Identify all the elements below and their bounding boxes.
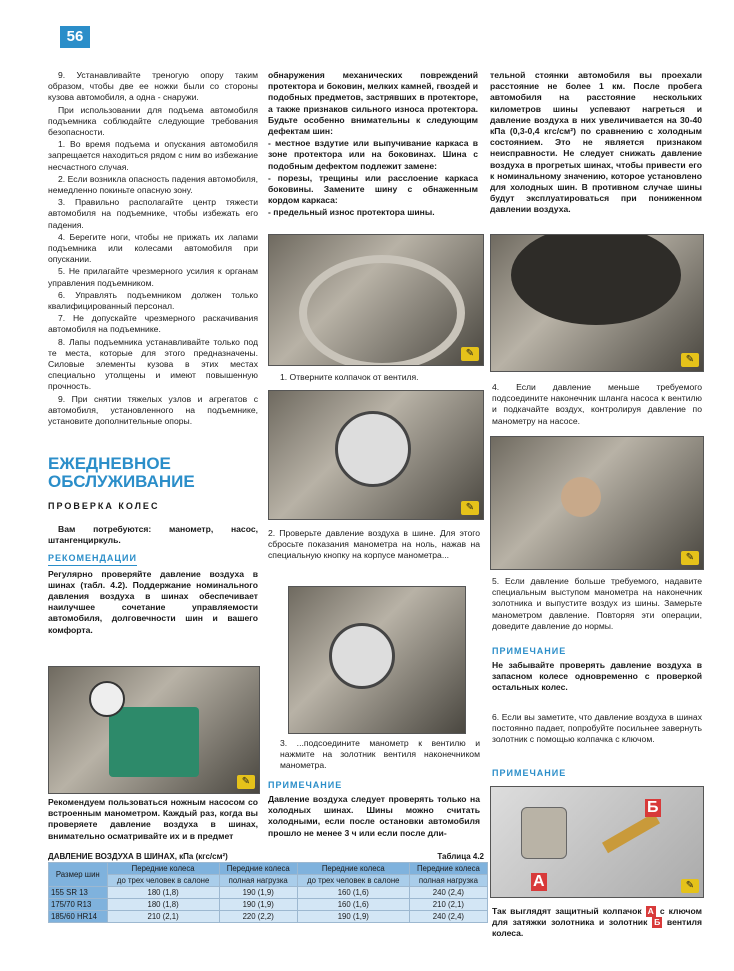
wheel-rim [299,255,465,366]
bullet: - порезы, трещины или расслоение каркаса боковины. Замените шину с обнаженным кордом каркаса: [268,172,478,206]
table-header-line [48,852,488,861]
table-subheader: до трех человек в салоне [297,875,409,887]
note-heading: ПРИМЕЧАНИЕ [268,780,343,790]
gauge-icon [335,411,411,487]
bullet: - предельный износ протектора шины. [268,207,435,218]
bullet: - местное вздутие или выпучивание каркаса в зоне протектора или на боковинах. Шина с подобным дефектом подлежит замене: [268,138,478,171]
paragraph: 7. Не допускайте чрезмерного раскачивания автомобиля на подъемнике. [48,313,258,335]
page-number: 56 [60,26,90,48]
wrench-icon: ✎ [461,501,479,515]
table-subheader: полная нагрузка [219,875,297,887]
tools-block [48,524,258,637]
subsection-title: ПРОВЕРКА КОЛЕС [48,501,160,511]
wrench-icon: ✎ [461,347,479,361]
photo-step-5 [490,436,704,570]
valve-core [602,813,660,853]
pump-body [109,707,199,777]
tire [511,234,681,325]
table-title: ДАВЛЕНИЕ ВОЗДУХА В ШИНАХ, кПа (кгс/см²) [48,852,228,861]
table-subheader: до трех человек в салоне [107,875,219,887]
paragraph: 8. Лапы подъемника устанавливайте только под те места, которые для этого предназначены. Силовые элементы кузова в этих местах специально утолщены и имеют повышенную прочность. [48,336,258,392]
gauge-icon [329,623,395,689]
table-subheader: полная нагрузка [409,875,487,887]
column-3 [490,70,702,217]
column-1 [48,70,258,428]
paragraph: 6. Управлять подъемником должен только квалифицированный персонал. [48,289,258,312]
pressure-table [48,862,488,923]
photo-step-2 [268,390,484,520]
step-1-caption: 1. Отверните колпачок от вентиля. [280,372,419,382]
recommendations-heading: РЕКОМЕНДАЦИИ [48,553,137,565]
marker-b: Б [647,799,659,816]
table-header: Размер шин [49,863,108,887]
note-1-text: Давление воздуха следует проверять только на холодных шинах. Шины можно считать холодными, если после остановки автомобиля прошло не менее 3 ч или если после дли- [268,794,480,838]
section-title [48,455,258,491]
paragraph: 3. Правильно располагайте центр тяжести автомобиля на подъемнике, чтобы избежать его падения. [48,197,258,230]
step-3-caption: 3. ...подсоедините манометр к вентилю и нажмите на золотник вентиля наконечником манометра. [280,738,480,771]
valve-caption: Так выглядят защитный колпачок А с ключом для затяжки золотника и золотник Б вентиля колеса. [492,906,703,939]
pump-caption: Рекомендуем пользоваться ножным насосом со встроенным манометром. Каждый раз, когда вы проверяете давление воздуха в шинах, внимательно осматривайте их и в предмет [48,797,258,841]
paragraph: 1. Во время подъема и опускания автомобиля запрещается находиться рядом с ним во избежание несчастного случая. [48,139,258,172]
photo-step-3 [288,586,466,734]
paragraph: 5. Не прилагайте чрезмерного усилия к органам управления подъемником. [48,266,258,288]
wrench-icon: ✎ [237,775,255,789]
paragraph: 2. Если возникла опасность падения автомобиля, немедленно покиньте опасную зону. [48,173,258,196]
paragraph: При использовании для подъема автомобиля подъемника соблюдайте следующие требования безопасности. [48,104,258,138]
note-2-text: Не забывайте проверять давление воздуха в запасном колесе одновременно с проверкой остальных колес. [492,660,702,693]
paragraph: обнаружения механических повреждений протектора и боковин, мелких камней, гвоздей и подобных предметов, застрявших в протекторе, а также признаков сильного износа протектора. Будьте особенно внимательны к следующим дефектам шин: [268,70,478,137]
photo-step-4 [490,234,704,372]
photo-step-1 [268,234,484,366]
section-title-line-2: ОБСЛУЖИВАНИЕ [48,472,195,491]
table-number: Таблица 4.2 [437,852,484,861]
wrench-icon: ✎ [681,879,699,893]
foot-pump-photo [48,666,260,794]
recommendations-text: Регулярно проверяйте давление воздуха в шинах (табл. 4.2). Поддержание номинального давления воздуха в шинах обеспечивает наилучшее сочетание управляемости автомобиля, долговечности шин и вашего комфорта. [48,568,258,635]
valve-cap [521,807,567,859]
paragraph: 9. При снятии тяжелых узлов и агрегатов с автомобиля, установленного на подъемнике, установите дополнительные опоры. [48,393,258,427]
gauge-icon [89,681,125,717]
table-row: 155 SR 13 180 (1,8) 190 (1,9) 160 (1,6) 240 (2,4) [49,887,488,899]
step-6-caption: 6. Если вы заметите, что давление воздуха в шинах постоянно падает, попробуйте посильнее завернуть золотник с помощью колпачка с ключом. [492,712,702,745]
table-row: 175/70 R13 180 (1,8) 190 (1,9) 160 (1,6) 210 (2,1) [49,899,488,911]
marker-a: А [647,906,654,916]
note-heading: ПРИМЕЧАНИЕ [492,768,567,778]
tools-text: Вам потребуются: манометр, насос, штангенциркуль. [48,524,258,546]
paragraph: тельной стоянки автомобиля вы проехали расстояние не более 1 км. После пробега автомобиля на расстояние нескольких километров шины успевают нагреться и давление воздуха в них увеличивается на 30-40 кПа (0,3-0,4 кгс/см²) по сравнению с холодным состоянием. Это не является признаком неисправности. Не следует снижать давление воздуха в прогретых шинах, чтобы привести его к номинальному значению, которое установлено для холодных шин. В противном случае шины будут эксплуатироваться при пониженном давлении воздуха. [490,70,702,215]
step-5-caption: 5. Если давление больше требуемого, надавите специальным выступом манометра на наконечник золотника и выпустите воздух из шины. Замерьте манометром давление. Повторяя эти операции, доведите давление до нормы. [492,576,702,631]
table-header: Передние колеса [409,863,487,875]
paragraph: 9. Устанавливайте треногую опору таким образом, чтобы две ее ножки были со стороны кузова автомобиля, а одна - снаружи. [48,70,258,103]
marker-b: Б [654,917,661,928]
paragraph: 4. Берегите ноги, чтобы не прижать их лапами подъемника или колесами автомобиля при опускании. [48,231,258,265]
marker-a: А [533,873,545,890]
table-row: 185/60 HR14 210 (2,1) 220 (2,2) 190 (1,9) 240 (2,4) [49,911,488,923]
note-heading: ПРИМЕЧАНИЕ [492,646,567,656]
valve-photo [490,786,704,898]
table-header: Передние колеса [219,863,297,875]
section-title-line-1: ЕЖЕДНЕВНОЕ [48,454,171,473]
step-4-caption: 4. Если давление меньше требуемого подсоедините наконечник шланга насоса к вентилю и подкачайте воздух, контролируя давление по манометру на насосе. [492,382,702,426]
wrench-icon: ✎ [681,551,699,565]
step-2-caption: 2. Проверьте давление воздуха в шине. Для этого сбросьте показания манометра на ноль, нажав на специальную кнопку на корпусе манометра... [268,528,480,561]
column-2 [268,70,478,220]
table-header: Передние колеса [297,863,409,875]
hand [561,477,601,517]
wrench-icon: ✎ [681,353,699,367]
table-header: Передние колеса [107,863,219,875]
